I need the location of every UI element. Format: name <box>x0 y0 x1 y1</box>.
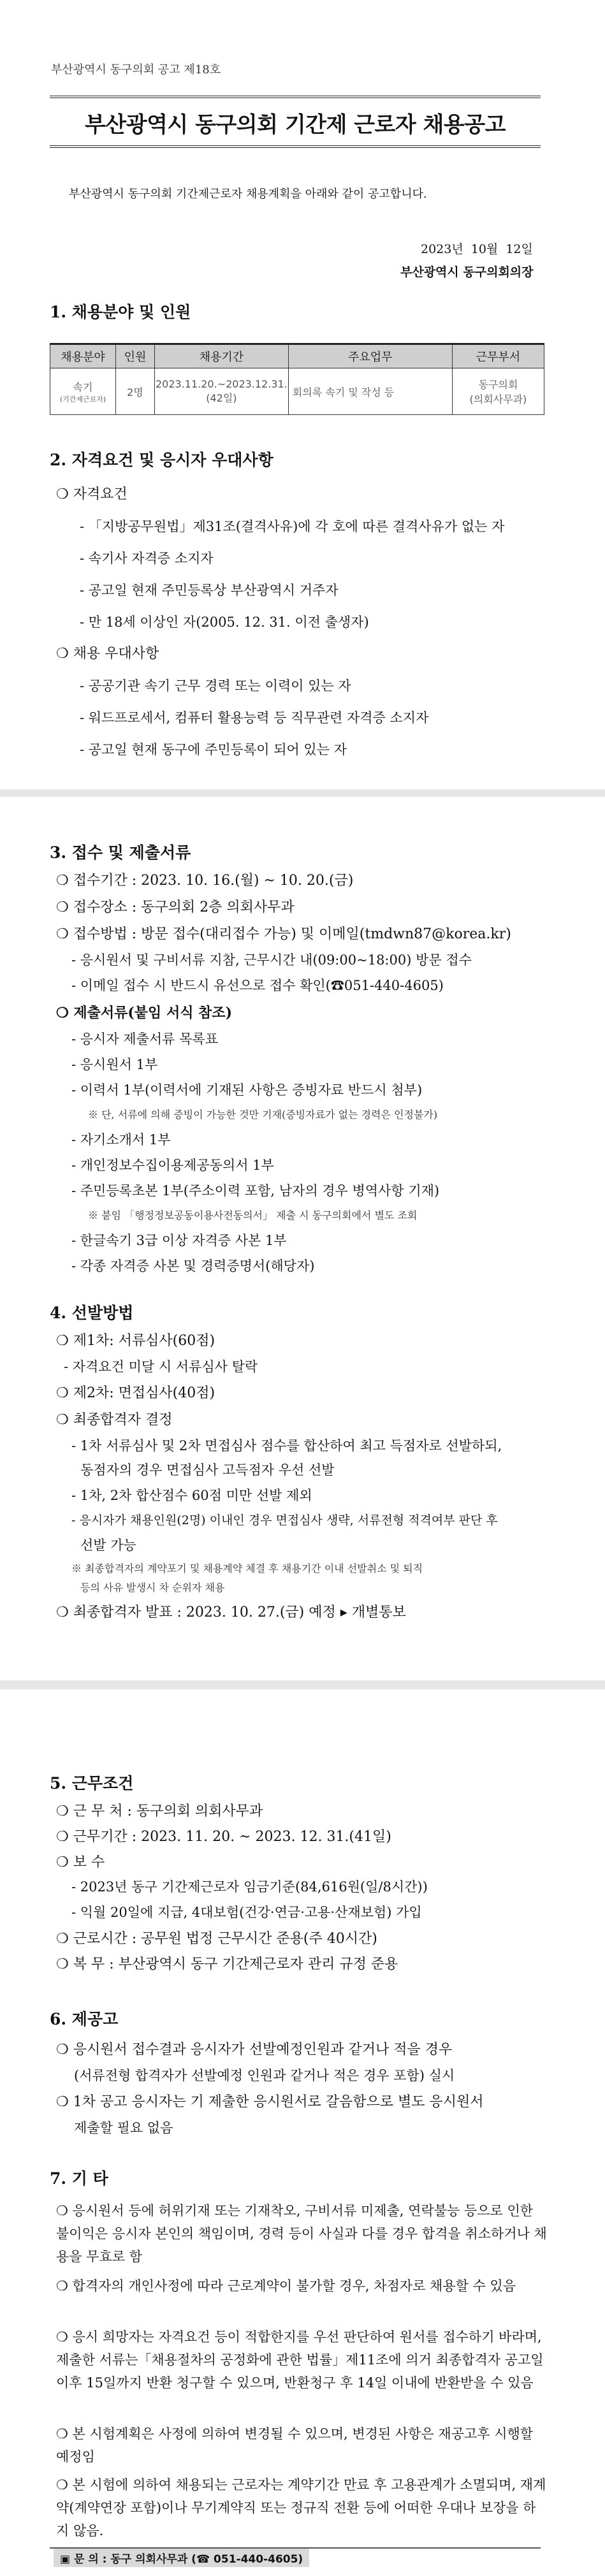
list-item: ❍ 최종합격자 결정 <box>56 1412 173 1428</box>
table-header: 인원 <box>116 344 155 368</box>
list-item: - 응시원서 및 구비서류 지참, 근무시간 내(09:00~18:00) 방문 접수 <box>71 952 472 968</box>
list-item: - 2023년 동구 기간제근로자 임금기준(84,616원(일/8시간)) <box>71 1879 428 1895</box>
page-1 <box>0 0 605 789</box>
intro-text: 부산광역시 동구의회 기간제근로자 채용계획을 아래와 같이 공고합니다. <box>69 187 427 201</box>
title-rule <box>50 145 541 148</box>
table-header: 주요업무 <box>288 344 452 368</box>
list-item: - 자기소개서 1부 <box>71 1132 171 1147</box>
list-item: ❍ 1차 공고 응시자는 기 제출한 응시원서로 갈음함으로 별도 응시원서 <box>56 2094 484 2110</box>
list-item: - 응시원서 1부 <box>71 1057 158 1072</box>
list-item: ❍ 제2차: 면접심사(40점) <box>56 1385 215 1401</box>
list-item: - 자격요건 미달 시 서류심사 탈락 <box>64 1359 258 1374</box>
table-cell: 2023.11.20.~2023.12.31. (42일) <box>155 368 289 415</box>
list-item: - 개인정보수집이용제공동의서 1부 <box>71 1158 274 1173</box>
list-item: - 이력서 1부(이력서에 기재된 사항은 증빙자료 반드시 첨부) <box>71 1082 423 1098</box>
section-title: 3. 접수 및 제출서류 <box>50 843 191 862</box>
list-item: (서류전형 합격자가 선발예정 인원과 같거나 적은 경우 포함) 실시 <box>74 2068 455 2083</box>
list-item: - 이메일 접수 시 반드시 유선으로 접수 확인(☎051-440-4605) <box>71 978 444 993</box>
table-header: 채용기간 <box>155 344 289 368</box>
list-heading: ❍ 자격요건 <box>56 486 128 502</box>
list-item: - 익월 20일에 지급, 4대보험(건강·연금·고용·산재보험) 가입 <box>71 1905 422 1920</box>
section-title: 2. 자격요건 및 응시자 우대사항 <box>50 451 273 469</box>
list-heading: ❍ 채용 우대사항 <box>56 646 159 662</box>
list-item: ❍ 근무기간 : 2023. 11. 20. ~ 2023. 12. 31.(41일) <box>56 1829 391 1845</box>
section-title: 1. 채용분야 및 인원 <box>50 303 191 321</box>
paragraph: ❍ 응시원서 등에 허위기재 또는 기재착오, 구비서류 미제출, 연락불능 등으로 인한 불이익은 응시자 본인의 책임이며, 경력 등이 사실과 다를 경우 합격을 취소하거나 채용을 무효로 함 <box>56 2203 547 2264</box>
paragraph: ❍ 응시 희망자는 자격요건 등이 적합한지를 우선 판단하여 원서를 접수하기 바라며, 제출한 서류는「채용절차의 공정화에 관한 법률」제11조에 의거 최종합격자 공고일 이후 15일까지 반환 청구할 수 있으며, 반환청구 후 14일 이내에 반환받을 수 있음 <box>56 2329 544 2390</box>
list-item: - 각종 자격증 사본 및 경력증명서(해당자) <box>71 1258 315 1274</box>
table-row <box>50 368 544 415</box>
list-item: 제출할 필요 없음 <box>74 2120 173 2136</box>
section-title: 6. 제공고 <box>50 2010 119 2028</box>
list-item: - 공고일 현재 동구에 주민등록이 되어 있는 자 <box>80 742 347 757</box>
table-cell: 회의록 속기 및 작성 등 <box>288 368 452 415</box>
section-title: 5. 근무조건 <box>50 1774 134 1793</box>
table-cell: 동구의회 (의회사무과) <box>452 368 544 415</box>
table-cell: 속기 (기간제근로자) <box>50 368 116 415</box>
list-item: ❍ 최종합격자 발표 : 2023. 10. 27.(금) 예정 ▸ 개별통보 <box>56 1605 406 1620</box>
list-item: ❍ 보 수 <box>56 1854 105 1870</box>
page-2 <box>0 797 605 1680</box>
table-header: 채용분야 <box>50 344 116 368</box>
list-item: ❍ 접수기간 : 2023. 10. 16.(월) ~ 10. 20.(금) <box>56 873 354 889</box>
paragraph: ❍ 본 시험에 의하여 채용되는 근로자는 계약기간 만료 후 고용관계가 소멸되며, 재계약(계약연장 포함)이나 무기계약직 또는 정규직 전환 등에 어떠한 우대나 보장을 하지 않음. <box>56 2477 546 2538</box>
list-item: - 응시자가 채용인원(2명) 이내인 경우 면접심사 생략, 서류전형 적격여부 판단 후 <box>71 1513 498 1527</box>
list-item: ❍ 접수방법 : 방문 접수(대리접수 가능) 및 이메일(tmdwn87@korea.kr) <box>56 926 511 942</box>
list-item: - 한글속기 3급 이상 자격증 사본 1부 <box>71 1233 287 1248</box>
section-title: 4. 선발방법 <box>50 1304 134 1322</box>
signer: 부산광역시 동구의회의장 <box>400 265 534 279</box>
list-item: - 속기사 자격증 소지자 <box>80 551 214 566</box>
list-item: - 워드프로세서, 컴퓨터 활용능력 등 직무관련 자격증 소지자 <box>80 710 429 725</box>
list-item: - 응시자 제출서류 목록표 <box>71 1031 218 1047</box>
list-item: 선발 가능 <box>80 1538 136 1553</box>
list-item: ❍ 제출서류(붙임 서식 참조) <box>56 1005 233 1021</box>
note: ※ 단, 서류에 의해 증빙이 가능한 것만 기재(증빙자료가 없는 경력은 인정불가) <box>88 1109 438 1121</box>
table-cell: 2명 <box>116 368 155 415</box>
note: 등의 사유 발생시 차 순위자 채용 <box>80 1582 225 1594</box>
list-item: ❍ 접수장소 : 동구의회 2층 의회사무과 <box>56 899 295 915</box>
list-item: - 「지방공무원법」제31조(결격사유)에 각 호에 따른 결격사유가 없는 자 <box>80 519 505 534</box>
paragraph: ❍ 본 시험계획은 사정에 의하여 변경될 수 있으며, 변경된 사항은 재공고후 시행할 예정임 <box>56 2426 534 2464</box>
list-item: ❍ 근로시간 : 공무원 법정 근무시간 준용(주 40시간) <box>56 1931 377 1947</box>
page-title: 부산광역시 동구의회 기간제 근로자 채용공고 <box>85 112 506 138</box>
list-item: - 1차, 2차 합산점수 60점 미만 선발 제외 <box>71 1488 312 1503</box>
list-item: - 공고일 현재 주민등록상 부산광역시 거주자 <box>80 583 339 598</box>
page-3 <box>0 1689 605 2576</box>
list-item: ❍ 제1차: 서류심사(60점) <box>56 1333 215 1349</box>
recruitment-table <box>50 343 544 415</box>
list-item: ❍ 근 무 처 : 동구의회 의회사무과 <box>56 1803 263 1819</box>
notice-date: 2023년 10월 12일 <box>421 242 533 256</box>
list-item: 동점자의 경우 면접심사 고득점자 우선 선발 <box>80 1462 335 1478</box>
list-item: - 공공기관 속기 근무 경력 또는 이력이 있는 자 <box>80 678 351 694</box>
list-item: ❍ 복 무 : 부산광역시 동구 기간제근로자 관리 규정 준용 <box>56 1956 398 1972</box>
contact-info: ▣ 문 의 : 동구 의회사무과 (☎ 051-440-4605) <box>54 2549 309 2567</box>
list-item: - 1차 서류심사 및 2차 면접심사 점수를 합산하여 최고 득점자로 선발하되, <box>71 1438 502 1453</box>
note: ※ 최종합격자의 계약포기 및 채용계약 체결 후 채용기간 이내 선발취소 및 퇴직 <box>71 1562 423 1575</box>
notice-number: 부산광역시 동구의회 공고 제18호 <box>51 63 221 76</box>
note: ※ 붙임 「행정정보공동이용사전동의서」 제출 시 동구의회에서 별도 조회 <box>88 1209 418 1221</box>
list-item: - 만 18세 이상인 자(2005. 12. 31. 이전 출생자) <box>80 615 369 630</box>
paragraph: ❍ 합격자의 개인사정에 따라 근로계약이 불가할 경우, 차점자로 채용할 수 있음 <box>56 2278 516 2294</box>
title-rule <box>50 96 541 98</box>
section-title: 7. 기 타 <box>50 2169 108 2188</box>
list-item: ❍ 응시원서 접수결과 응시자가 선발예정인원과 같거나 적을 경우 <box>56 2042 453 2058</box>
list-item: - 주민등록초본 1부(주소이력 포함, 남자의 경우 병역사항 기재) <box>71 1183 440 1198</box>
table-header: 근무부서 <box>452 344 544 368</box>
